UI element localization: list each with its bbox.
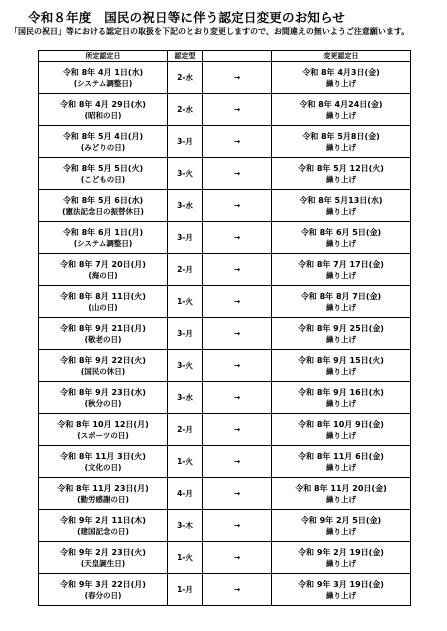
changed-date-cell xyxy=(272,190,411,222)
pattern-cell: 1-火 xyxy=(168,286,203,318)
schedule-table xyxy=(38,50,411,606)
change-note: 繰り上げ xyxy=(326,142,356,152)
arrow-cell: → xyxy=(203,478,272,510)
original-date: 令和 9年 2月 23日(火) xyxy=(60,547,146,557)
table-row xyxy=(39,158,411,190)
pattern-cell: 2-月 xyxy=(168,414,203,446)
original-date-cell xyxy=(39,94,168,126)
table-header-row xyxy=(39,51,411,62)
original-date-cell xyxy=(39,382,168,414)
change-note: 繰り上げ xyxy=(326,334,356,344)
pattern-cell: 2-水 xyxy=(168,62,203,94)
original-date: 令和 8年 7月 20日(月) xyxy=(60,259,146,269)
original-date-cell xyxy=(39,286,168,318)
original-date-cell xyxy=(39,414,168,446)
changed-date-cell xyxy=(272,62,411,94)
original-date-cell xyxy=(39,254,168,286)
arrow-cell: → xyxy=(203,94,272,126)
original-date: 令和 8年 9月 22日(火) xyxy=(60,355,146,365)
notice-text: 「国民の祝日」等における認定日の取扱を下記のとおり変更しますので、お間違えの無いようご注意願います。 xyxy=(10,27,410,36)
arrow-cell: → xyxy=(203,318,272,350)
table-row xyxy=(39,350,411,382)
table-row xyxy=(39,254,411,286)
holiday-name: (システム調整日) xyxy=(73,238,133,248)
holiday-name: (秋分の日) xyxy=(84,398,122,408)
arrow-cell: → xyxy=(203,254,272,286)
table-row xyxy=(39,478,411,510)
holiday-name: (こどもの日) xyxy=(80,174,126,184)
original-date-cell xyxy=(39,158,168,190)
table-body xyxy=(39,62,411,606)
change-note: 繰り上げ xyxy=(326,238,356,248)
pattern-cell: 2-月 xyxy=(168,254,203,286)
pattern-cell: 3-火 xyxy=(168,350,203,382)
original-date: 令和 8年 5月 4日(月) xyxy=(62,131,144,141)
original-date: 令和 9年 3月 22日(月) xyxy=(60,579,146,589)
change-note: 繰り上げ xyxy=(326,494,356,504)
pattern-cell: 3-月 xyxy=(168,222,203,254)
original-date-cell xyxy=(39,542,168,574)
pattern-cell: 3-月 xyxy=(168,126,203,158)
original-date: 令和 8年 8月 11日(火) xyxy=(60,291,146,301)
change-note: 繰り上げ xyxy=(326,462,356,472)
pattern-cell: 3-木 xyxy=(168,510,203,542)
original-date: 令和 8年 11月 23日(月) xyxy=(57,483,149,493)
holiday-name: (春分の日) xyxy=(84,590,122,600)
pattern-cell: 1-月 xyxy=(168,574,203,606)
original-date-cell xyxy=(39,190,168,222)
original-date-cell xyxy=(39,222,168,254)
arrow-cell: → xyxy=(203,574,272,606)
holiday-name: (国民の休日) xyxy=(80,366,126,376)
original-date-cell xyxy=(39,318,168,350)
original-date-cell xyxy=(39,478,168,510)
table-row xyxy=(39,446,411,478)
arrow-cell: → xyxy=(203,446,272,478)
pattern-cell: 3-火 xyxy=(168,158,203,190)
changed-date: 令和 8年 4月3日(金) xyxy=(302,67,380,77)
changed-date: 令和 9年 2月 19日(金) xyxy=(298,547,384,557)
arrow-cell: → xyxy=(203,510,272,542)
arrow-cell: → xyxy=(203,222,272,254)
original-date-cell xyxy=(39,62,168,94)
changed-date: 令和 8年 8月 7日(金) xyxy=(300,291,382,301)
header-pattern: 認定型 xyxy=(168,51,203,62)
changed-date: 令和 9年 2月 5日(金) xyxy=(300,515,382,525)
change-note: 繰り上げ xyxy=(326,302,356,312)
holiday-name: (スポーツの日) xyxy=(77,430,129,440)
pattern-cell: 3-水 xyxy=(168,190,203,222)
table-row xyxy=(39,62,411,94)
changed-date: 令和 8年 9月 16日(水) xyxy=(298,387,384,397)
original-date: 令和 8年 9月 23日(水) xyxy=(60,387,146,397)
original-date: 令和 9年 2月 11日(木) xyxy=(60,515,146,525)
change-note: 繰り上げ xyxy=(326,78,356,88)
changed-date: 令和 8年 11月 20日(金) xyxy=(295,483,387,493)
changed-date-cell xyxy=(272,350,411,382)
change-note: 繰り上げ xyxy=(326,174,356,184)
original-date-cell xyxy=(39,510,168,542)
changed-date-cell xyxy=(272,414,411,446)
arrow-cell: → xyxy=(203,414,272,446)
changed-date-cell xyxy=(272,222,411,254)
changed-date-cell xyxy=(272,286,411,318)
changed-date-cell xyxy=(272,542,411,574)
changed-date-cell xyxy=(272,126,411,158)
table-row xyxy=(39,190,411,222)
changed-date-cell xyxy=(272,94,411,126)
change-note: 繰り上げ xyxy=(326,366,356,376)
pattern-cell: 3-月 xyxy=(168,318,203,350)
table-row xyxy=(39,318,411,350)
changed-date: 令和 8年 6月 5日(金) xyxy=(300,227,382,237)
changed-date: 令和 8年 5月13日(水) xyxy=(299,195,383,205)
holiday-name: (天皇誕生日) xyxy=(80,558,126,568)
original-date-cell xyxy=(39,574,168,606)
original-date-cell xyxy=(39,126,168,158)
changed-date-cell xyxy=(272,446,411,478)
changed-date-cell xyxy=(272,574,411,606)
arrow-cell: → xyxy=(203,190,272,222)
holiday-name: (昭和の日) xyxy=(84,110,122,120)
change-note: 繰り上げ xyxy=(326,270,356,280)
change-note: 繰り上げ xyxy=(326,398,356,408)
arrow-cell: → xyxy=(203,62,272,94)
change-note: 繰り上げ xyxy=(326,110,356,120)
arrow-cell: → xyxy=(203,382,272,414)
original-date-cell xyxy=(39,446,168,478)
holiday-name: (みどりの日) xyxy=(80,142,126,152)
holiday-name: (システム調整日) xyxy=(73,78,133,88)
changed-date: 令和 8年 5月 12日(火) xyxy=(298,163,384,173)
table-row xyxy=(39,414,411,446)
change-note: 繰り上げ xyxy=(326,526,356,536)
changed-date-cell xyxy=(272,510,411,542)
original-date: 令和 8年 5月 6日(水) xyxy=(62,195,144,205)
holiday-name: (海の日) xyxy=(88,270,118,280)
table-row xyxy=(39,286,411,318)
changed-date-cell xyxy=(272,382,411,414)
original-date: 令和 8年 11月 3日(火) xyxy=(60,451,146,461)
changed-date: 令和 8年 4月24日(金) xyxy=(299,99,383,109)
changed-date: 令和 8年 10月 9日(金) xyxy=(298,419,384,429)
table-row xyxy=(39,222,411,254)
changed-date: 令和 9年 3月 19日(金) xyxy=(298,579,384,589)
holiday-name: (建国記念の日) xyxy=(77,526,129,536)
original-date-cell xyxy=(39,350,168,382)
table-row xyxy=(39,510,411,542)
header-changed-date: 変更認定日 xyxy=(272,51,411,62)
original-date: 令和 8年 4月 29日(水) xyxy=(60,99,146,109)
pattern-cell: 3-水 xyxy=(168,382,203,414)
arrow-cell: → xyxy=(203,158,272,190)
table-row xyxy=(39,94,411,126)
original-date: 令和 8年 9月 21日(月) xyxy=(60,323,146,333)
page-title: 令和８年度 国民の祝日等に伴う認定日変更のお知らせ xyxy=(28,10,346,25)
changed-date: 令和 8年 7月 17日(金) xyxy=(298,259,384,269)
holiday-name: (憲法記念日の振替休日) xyxy=(62,206,144,216)
table-row xyxy=(39,574,411,606)
original-date: 令和 8年 4月 1日(水) xyxy=(62,67,144,77)
change-note: 繰り上げ xyxy=(326,558,356,568)
header-arrow xyxy=(203,51,272,62)
pattern-cell: 1-火 xyxy=(168,446,203,478)
header-original-date: 所定認定日 xyxy=(39,51,168,62)
changed-date-cell xyxy=(272,158,411,190)
holiday-name: (敬老の日) xyxy=(84,334,122,344)
change-note: 繰り上げ xyxy=(326,590,356,600)
pattern-cell: 1-火 xyxy=(168,542,203,574)
original-date: 令和 8年 6月 1日(月) xyxy=(62,227,144,237)
changed-date: 令和 8年 9月 15日(火) xyxy=(298,355,384,365)
original-date: 令和 8年 5月 5日(火) xyxy=(62,163,144,173)
table-row xyxy=(39,382,411,414)
changed-date: 令和 8年 9月 25日(金) xyxy=(298,323,384,333)
arrow-cell: → xyxy=(203,126,272,158)
holiday-name: (山の日) xyxy=(88,302,118,312)
changed-date-cell xyxy=(272,478,411,510)
holiday-name: (文化の日) xyxy=(84,462,122,472)
arrow-cell: → xyxy=(203,542,272,574)
holiday-name: (勤労感謝の日) xyxy=(77,494,129,504)
pattern-cell: 2-水 xyxy=(168,94,203,126)
changed-date-cell xyxy=(272,318,411,350)
changed-date-cell xyxy=(272,254,411,286)
table-row xyxy=(39,126,411,158)
table-row xyxy=(39,542,411,574)
changed-date: 令和 8年 11月 6日(金) xyxy=(298,451,384,461)
change-note: 繰り上げ xyxy=(326,430,356,440)
original-date: 令和 8年 10月 12日(月) xyxy=(57,419,149,429)
change-note: 繰り上げ xyxy=(326,206,356,216)
changed-date: 令和 8年 5月8日(金) xyxy=(302,131,380,141)
arrow-cell: → xyxy=(203,286,272,318)
arrow-cell: → xyxy=(203,350,272,382)
pattern-cell: 4-月 xyxy=(168,478,203,510)
